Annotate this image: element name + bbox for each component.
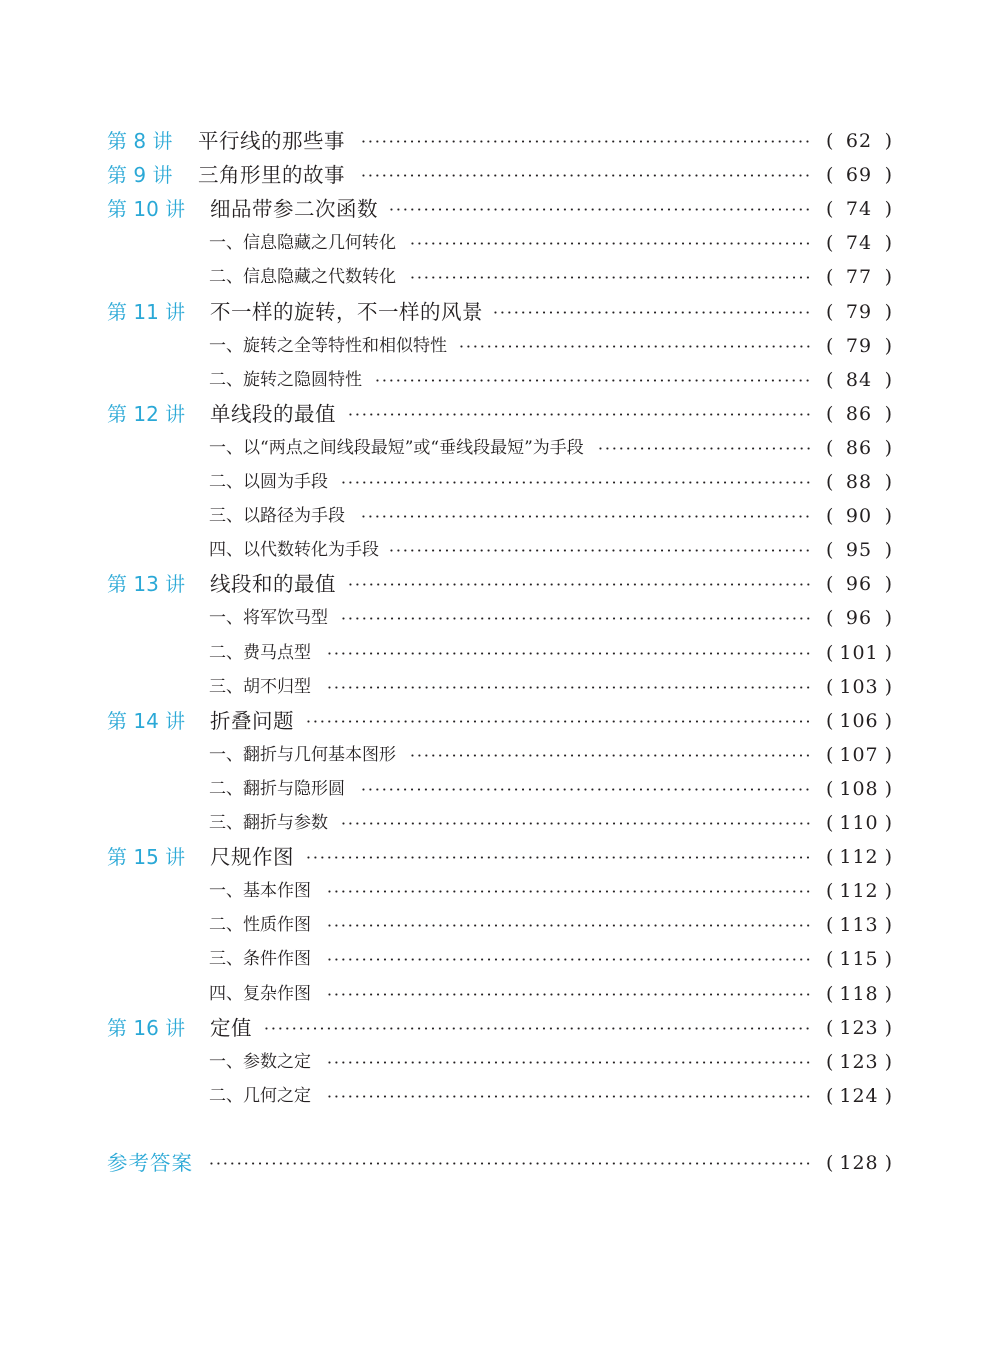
paren-open: ( <box>826 505 834 528</box>
chapter-title: 折叠问题 <box>210 708 294 733</box>
chapter-title: 线段和的最值 <box>210 572 336 597</box>
dot-leader <box>360 140 812 143</box>
paren-close: ) <box>884 812 892 834</box>
chapter-label: 第 9 讲 <box>107 163 173 188</box>
paren-open: ( <box>826 607 834 630</box>
dot-leader <box>326 924 812 927</box>
paren-close: ) <box>884 1016 892 1039</box>
dot-leader <box>326 686 812 689</box>
chapter-label: 第 8 讲 <box>107 129 173 153</box>
paren-open: ( <box>826 982 834 1005</box>
dot-leader <box>326 958 812 961</box>
dot-leader <box>326 993 812 996</box>
chapter-label: 第 14 讲 <box>107 708 186 733</box>
paren-close: ) <box>884 948 892 971</box>
page-number-value: 74 <box>845 232 873 255</box>
dot-leader <box>409 242 812 245</box>
toc-chapter-row[interactable] <box>0 840 1000 874</box>
dot-leader <box>340 481 812 484</box>
section-title: 一、信息隐藏之几何转化 <box>209 233 396 254</box>
page-number-value: 113 <box>839 914 879 937</box>
page-number-value: 79 <box>845 300 873 323</box>
toc-section-row[interactable] <box>0 601 1000 635</box>
paren-open: ( <box>826 266 834 289</box>
section-title: 一、旋转之全等特性和相似特性 <box>209 335 447 356</box>
toc-section-row[interactable] <box>0 738 1000 772</box>
paren-close: ) <box>884 846 892 869</box>
paren-open: ( <box>826 436 834 459</box>
toc-section-row[interactable] <box>0 533 1000 567</box>
dot-leader <box>374 379 812 382</box>
dot-leader <box>340 617 812 620</box>
paren-close: ) <box>884 334 892 357</box>
chapter-title: 尺规作图 <box>210 845 294 870</box>
toc-section-row[interactable] <box>0 499 1000 533</box>
section-title: 一、将军饮马型 <box>209 608 328 629</box>
page-number-value: 88 <box>845 471 873 493</box>
paren-open: ( <box>826 402 834 425</box>
toc-section-row[interactable] <box>0 329 1000 363</box>
section-title: 二、信息隐藏之代数转化 <box>209 267 396 288</box>
page-number-value: 124 <box>839 1084 879 1107</box>
dot-leader <box>305 720 812 723</box>
toc-chapter-row[interactable] <box>0 124 1000 158</box>
paren-close: ) <box>884 130 892 152</box>
chapter-title: 细品带参二次函数 <box>210 197 378 222</box>
dot-leader <box>208 1162 813 1165</box>
section-title: 三、条件作图 <box>209 949 311 970</box>
page-number-value: 86 <box>845 436 873 459</box>
paren-open: ( <box>826 948 834 971</box>
toc-section-row[interactable] <box>0 260 1000 294</box>
paren-close: ) <box>884 164 892 187</box>
paren-close: ) <box>884 1084 892 1107</box>
page-number-value: 128 <box>839 1152 879 1174</box>
section-title: 四、复杂作图 <box>209 983 311 1004</box>
toc-chapter-row[interactable] <box>0 704 1000 738</box>
toc-answers-row[interactable] <box>0 1146 1000 1180</box>
section-title: 三、胡不归型 <box>209 676 311 697</box>
toc-chapter-row[interactable] <box>0 397 1000 431</box>
paren-close: ) <box>884 675 892 698</box>
dot-leader <box>360 515 812 518</box>
paren-open: ( <box>826 1050 834 1073</box>
toc-section-row[interactable] <box>0 226 1000 260</box>
paren-open: ( <box>826 334 834 357</box>
page-number-value: 110 <box>839 812 879 834</box>
page-number-value: 112 <box>839 846 879 869</box>
toc-section-row[interactable] <box>0 1079 1000 1113</box>
chapter-title: 单线段的最值 <box>210 401 336 426</box>
page-number-value: 115 <box>839 948 879 971</box>
toc-section-row[interactable] <box>0 908 1000 942</box>
chapter-label: 第 16 讲 <box>107 1015 186 1040</box>
page-number-value: 108 <box>839 777 879 800</box>
paren-open: ( <box>826 368 834 391</box>
paren-open: ( <box>826 777 834 800</box>
paren-close: ) <box>884 914 892 937</box>
paren-close: ) <box>884 607 892 630</box>
paren-open: ( <box>826 198 834 221</box>
dot-leader <box>326 1061 812 1064</box>
paren-open: ( <box>826 573 834 596</box>
paren-close: ) <box>884 1152 892 1174</box>
paren-close: ) <box>884 709 892 732</box>
section-title: 三、以路径为手段 <box>209 506 345 527</box>
chapter-label: 第 13 讲 <box>107 572 186 597</box>
paren-close: ) <box>884 641 892 664</box>
chapter-title: 不一样的旋转，不一样的风景 <box>210 299 483 324</box>
toc-section-row[interactable] <box>0 465 1000 499</box>
paren-close: ) <box>884 300 892 323</box>
page-number-value: 90 <box>845 505 873 528</box>
toc-section-row[interactable] <box>0 806 1000 840</box>
dot-leader <box>347 583 813 586</box>
toc-section-row[interactable] <box>0 1045 1000 1079</box>
dot-leader <box>388 549 812 552</box>
paren-open: ( <box>826 641 834 664</box>
dot-leader <box>263 1027 812 1030</box>
paren-open: ( <box>826 812 834 834</box>
toc-chapter-row[interactable] <box>0 567 1000 601</box>
toc-section-row[interactable] <box>0 670 1000 704</box>
page-number-value: 79 <box>845 334 873 357</box>
section-title: 一、参数之定 <box>209 1051 311 1072</box>
page-number-value: 123 <box>839 1050 879 1073</box>
paren-close: ) <box>884 573 892 596</box>
chapter-title: 定值 <box>210 1015 252 1040</box>
page-number-value: 74 <box>845 198 873 221</box>
paren-open: ( <box>826 1084 834 1107</box>
paren-open: ( <box>826 675 834 698</box>
toc-section-row[interactable] <box>0 942 1000 976</box>
paren-open: ( <box>826 232 834 255</box>
dot-leader <box>326 1095 812 1098</box>
page-number-value: 123 <box>839 1016 879 1039</box>
paren-close: ) <box>884 982 892 1005</box>
dot-leader <box>409 276 812 279</box>
toc-chapter-row[interactable] <box>0 295 1000 329</box>
paren-open: ( <box>826 1152 834 1174</box>
chapter-title: 三角形里的故事 <box>198 163 345 188</box>
section-title: 一、基本作图 <box>209 881 311 902</box>
section-title: 二、费马点型 <box>209 642 311 663</box>
paren-close: ) <box>884 402 892 425</box>
toc-section-row[interactable] <box>0 772 1000 806</box>
section-title: 二、几何之定 <box>209 1085 311 1106</box>
chapter-label: 第 12 讲 <box>107 401 186 426</box>
page-number-value: 62 <box>845 130 873 152</box>
paren-open: ( <box>826 164 834 187</box>
page-number-value: 101 <box>839 641 879 664</box>
dot-leader <box>597 447 812 450</box>
paren-close: ) <box>884 471 892 493</box>
section-title: 二、旋转之隐圆特性 <box>209 369 362 390</box>
paren-open: ( <box>826 914 834 937</box>
page-number-value: 69 <box>845 164 873 187</box>
page-number-value: 107 <box>839 743 879 766</box>
paren-close: ) <box>884 368 892 391</box>
paren-close: ) <box>884 880 892 903</box>
toc-section-row[interactable] <box>0 636 1000 670</box>
section-title: 四、以代数转化为手段 <box>209 540 379 561</box>
paren-open: ( <box>826 539 834 562</box>
paren-open: ( <box>826 300 834 323</box>
dot-leader <box>388 208 812 211</box>
paren-close: ) <box>884 743 892 766</box>
chapter-label: 第 11 讲 <box>107 299 186 324</box>
paren-open: ( <box>826 880 834 903</box>
paren-open: ( <box>826 846 834 869</box>
page-number-value: 103 <box>839 675 879 698</box>
page-number-value: 96 <box>845 573 873 596</box>
paren-close: ) <box>884 232 892 255</box>
chapter-label: 第 10 讲 <box>107 197 186 222</box>
paren-open: ( <box>826 1016 834 1039</box>
dot-leader <box>409 754 812 757</box>
paren-close: ) <box>884 198 892 221</box>
page-number-value: 96 <box>845 607 873 630</box>
dot-leader <box>360 174 812 177</box>
page-number-value: 112 <box>839 880 879 903</box>
paren-open: ( <box>826 471 834 493</box>
section-title: 二、以圆为手段 <box>209 472 328 492</box>
paren-close: ) <box>884 436 892 459</box>
dot-leader <box>340 822 812 825</box>
toc-chapter-row[interactable] <box>0 192 1000 226</box>
dot-leader <box>326 890 812 893</box>
chapter-label: 第 15 讲 <box>107 845 186 870</box>
dot-leader <box>347 413 813 416</box>
page-number-value: 95 <box>845 539 873 562</box>
section-title: 二、翻折与隐形圆 <box>209 778 345 799</box>
paren-open: ( <box>826 709 834 732</box>
toc-chapter-row[interactable] <box>0 158 1000 192</box>
toc-section-row[interactable] <box>0 363 1000 397</box>
toc-section-row[interactable] <box>0 431 1000 465</box>
paren-open: ( <box>826 130 834 152</box>
section-title: 三、翻折与参数 <box>209 813 328 833</box>
section-title: 一、以“两点之间线段最短”或“垂线段最短”为手段 <box>209 437 584 458</box>
paren-close: ) <box>884 1050 892 1073</box>
toc-chapter-row[interactable] <box>0 1011 1000 1045</box>
dot-leader <box>305 856 812 859</box>
page-number-value: 84 <box>845 368 873 391</box>
toc-section-row[interactable] <box>0 977 1000 1011</box>
answers-title: 参考答案 <box>107 1151 193 1175</box>
paren-close: ) <box>884 266 892 289</box>
paren-close: ) <box>884 539 892 562</box>
chapter-title: 平行线的那些事 <box>198 129 345 153</box>
section-title: 二、性质作图 <box>209 915 311 936</box>
paren-open: ( <box>826 743 834 766</box>
page-number-value: 118 <box>839 982 879 1005</box>
toc-section-row[interactable] <box>0 874 1000 908</box>
page-number-value: 86 <box>845 402 873 425</box>
dot-leader <box>360 788 812 791</box>
dot-leader <box>326 652 812 655</box>
paren-close: ) <box>884 777 892 800</box>
page-number-value: 77 <box>845 266 873 289</box>
dot-leader <box>492 311 812 314</box>
section-title: 一、翻折与几何基本图形 <box>209 744 396 765</box>
dot-leader <box>458 345 812 348</box>
paren-close: ) <box>884 505 892 528</box>
page-number-value: 106 <box>839 709 879 732</box>
